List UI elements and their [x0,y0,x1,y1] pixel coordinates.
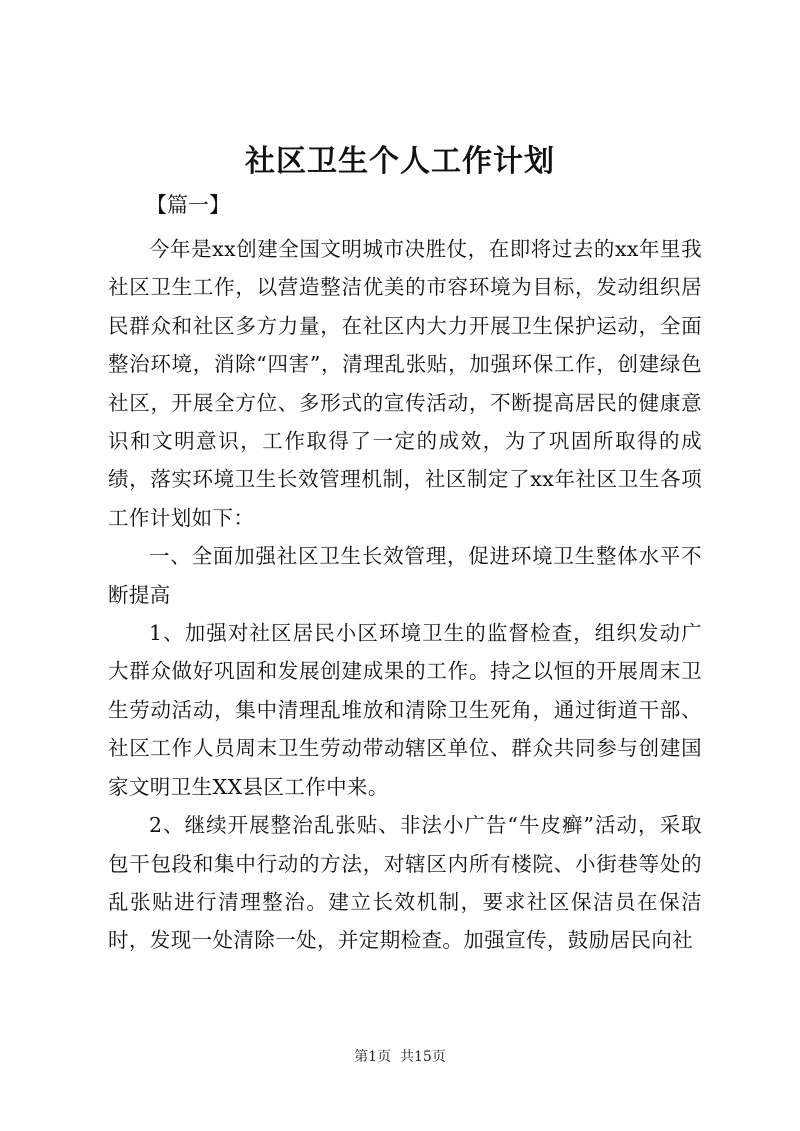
document-body [108,230,702,960]
page-mid: 页 共 [377,1049,414,1065]
paragraph-item-1: 1、加强对社区居民小区环境卫生的监督检查，组织发动广大群众做好巩固和发展创建成果的工作。持之以恒的开展周末卫生劳动活动，集中清理乱堆放和清除卫生死角，通过街道干部、社区工作人员周末卫生劳动带动辖区单位、群众共同参与创建国家文明卫生XX县区工作中来。 [108,621,702,799]
page-prefix: 第 [354,1049,369,1065]
paragraph-heading-1: 一、全面加强社区卫生长效管理，促进环境卫生整体水平不断提高 [108,544,702,607]
paragraph-item-2: 2、继续开展整治乱张贴、非法小广告“牛皮癣”活动，采取包干包段和集中行动的方法，对辖区内所有楼院、小街巷等处的乱张贴进行清理整治。建立长效机制，要求社区保洁员在保洁时，发现一处清除一处，并定期检查。加强宣传，鼓励居民向社 [108,813,702,953]
page-suffix: 页 [431,1049,446,1065]
document-title: 社区卫生个人工作计划 [245,144,555,179]
paragraph-intro: 今年是xx创建全国文明城市决胜仗，在即将过去的xx年里我社区卫生工作，以营造整洁优美的市容环境为目标，发动组织居民群众和社区多方力量，在社区内大力开展卫生保护运动，全面整治环境，消除“四害”，清理乱张贴，加强环保工作，创建绿色社区，开展全方位、多形式的宣传活动，不断提高居民的健康意识和文明意识，工作取得了一定的成效，为了巩固所取得的成绩，落实环境卫生长效管理机制，社区制定了xx年社区卫生各项工作计划如下： [108,237,702,530]
page-current: 1 [368,1049,378,1065]
page-footer [0,1047,800,1067]
section-label: 【篇一】 [146,193,230,217]
page-total: 15 [414,1049,432,1065]
